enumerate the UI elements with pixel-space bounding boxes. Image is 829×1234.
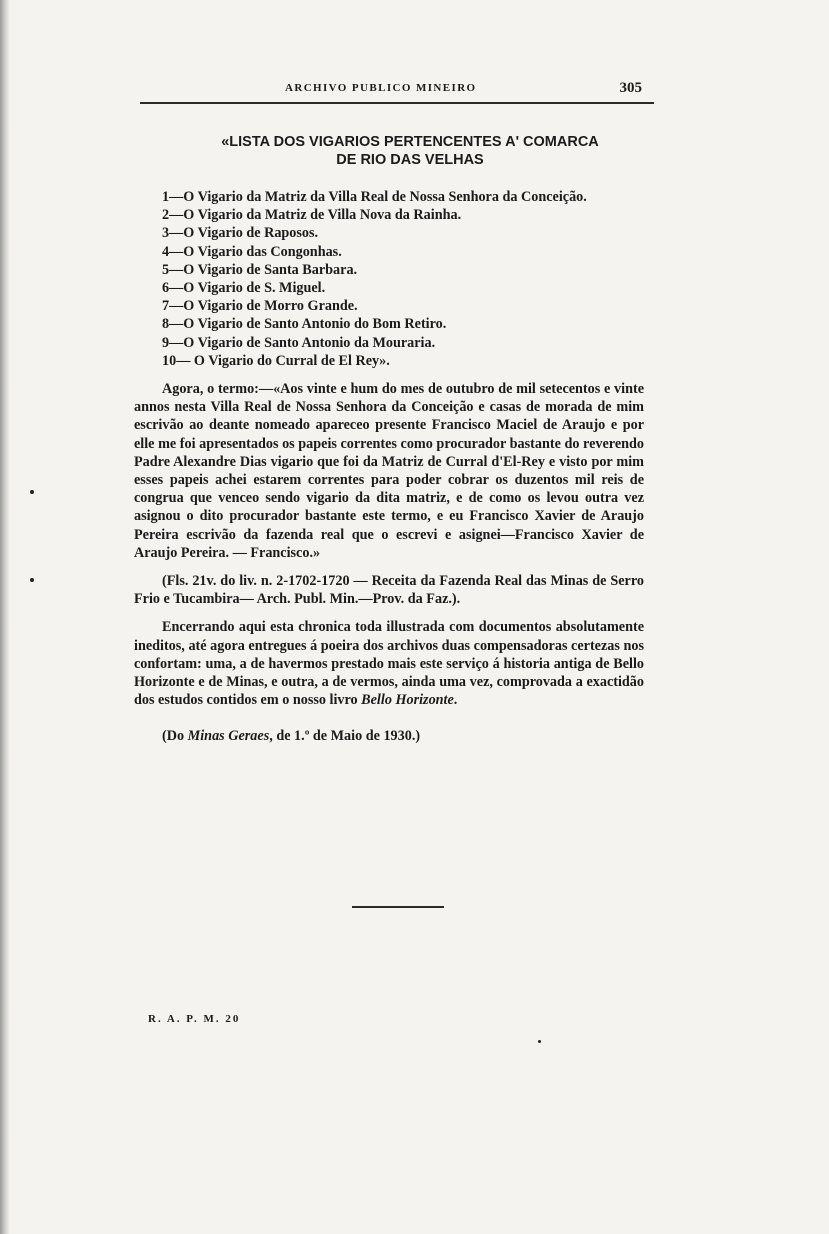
list-item: 7—O Vigario de Morro Grande. bbox=[162, 298, 358, 315]
list-title bbox=[140, 133, 680, 169]
running-title: ARCHIVO PUBLICO MINEIRO bbox=[285, 82, 477, 94]
book-title: Bello Horizonte bbox=[361, 692, 454, 709]
list-item: 8—O Vigario de Santo Antonio do Bom Retiro. bbox=[162, 316, 447, 333]
margin-mark bbox=[30, 578, 34, 582]
source-note bbox=[134, 727, 644, 745]
document-body bbox=[134, 188, 644, 746]
closing-text: Encerrando aqui esta chronica toda illustrada com documentos absolutamente ineditos, até agora entregues á poeira dos archivos duas compensadoras certezas nos confortam: uma, a de havermos prestado mais este serviço á historia antiga de Bello Horizonte e de Minas, e outra, a de vermos, ainda uma vez, comprovada a exactidão dos estudos contidos em o nosso livro bbox=[134, 619, 644, 709]
list-title-line-2: DE RIO DAS VELHAS bbox=[336, 152, 484, 168]
list-title-line-1: «LISTA DOS VIGARIOS PERTENCENTES A' COMARCA bbox=[221, 134, 599, 150]
newspaper-title: Minas Geraes bbox=[187, 728, 270, 745]
binding-edge bbox=[0, 0, 10, 1234]
list-item: 2—O Vigario da Matriz de Villa Nova da Rainha. bbox=[162, 207, 462, 224]
list-item: 3—O Vigario de Raposos. bbox=[162, 225, 319, 242]
list-item: 5—O Vigario de Santa Barbara. bbox=[162, 261, 358, 278]
closing-paragraph bbox=[134, 618, 644, 709]
termo-paragraph: Agora, o termo:—«Aos vinte e hum do mes de outubro de mil setecentos e vinte annos nesta Villa Real de Nossa Senhora da Conceição e casas de morada de mim escrivão ao deante nomeado apareceo presente Francisco Maciel de Araujo e por elle me foi apresentados os papeis correntes como procurador bastante do reverendo Padre Alexandre Dias vigario que foi da Matriz de Curral d'El-Rey e visto por mim esses papeis achei estarem correntes para poder cobrar os duzentos mil reis de congrua que venceo sendo vigario da dita matriz, e de como os levou outra vez asignou o dito procurador bastante este termo, e eu Francisco Xavier de Araujo Pereira escrivão da fazenda real que o escrevi e asignei—Francisco Xavier de Araujo Pereira. — Francisco.» bbox=[134, 381, 644, 561]
margin-mark bbox=[538, 1040, 541, 1043]
list-item: 6—O Vigario de S. Miguel. bbox=[162, 280, 326, 297]
list-item: 9—O Vigario de Santo Antonio da Mouraria. bbox=[162, 334, 436, 351]
list-item: 1—O Vigario da Matriz da Villa Real de Nossa Senhora da Conceição. bbox=[162, 189, 587, 205]
list-item: 10— O Vigario do Curral de El Rey». bbox=[162, 352, 390, 369]
page-number: 305 bbox=[619, 80, 642, 96]
end-rule bbox=[352, 906, 444, 908]
running-head bbox=[140, 80, 654, 102]
header-rule bbox=[140, 102, 654, 104]
source-date: , de 1.º de Maio de 1930.) bbox=[269, 728, 421, 745]
list-item: 4—O Vigario das Congonhas. bbox=[162, 243, 342, 260]
source-open: (Do bbox=[162, 728, 188, 745]
margin-mark bbox=[30, 490, 34, 494]
closing-period: . bbox=[453, 692, 458, 709]
footer-signature: R. A. P. M. 20 bbox=[148, 1013, 241, 1025]
citation-paragraph: (Fls. 21v. do liv. n. 2-1702-1720 — Receita da Fazenda Real das Minas de Serro Frio e Tucambira— Arch. Publ. Min.—Prov. da Faz.). bbox=[134, 573, 644, 608]
